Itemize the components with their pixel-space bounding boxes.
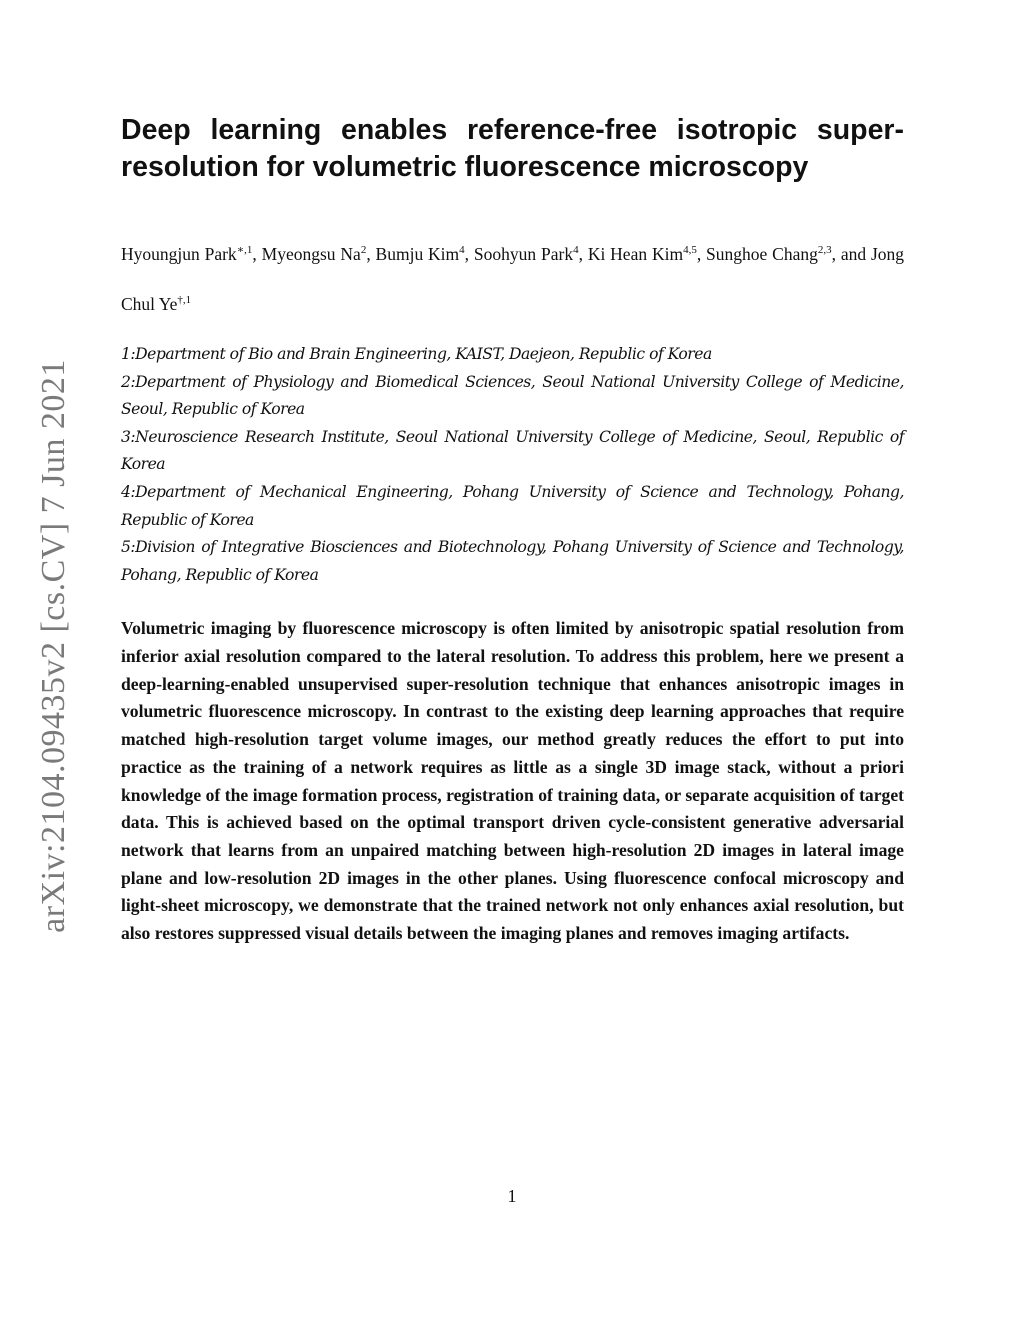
author-affiliation-mark: 2,3 [817, 244, 832, 256]
affiliation-item: 4:Department of Mechanical Engineering, Pohang University of Science and Technology, Pohang, Republic of Korea [121, 482, 904, 529]
author-separator: , [831, 244, 841, 264]
author-affiliation-mark: 2 [360, 244, 367, 256]
author-separator: , [366, 244, 376, 264]
paper-first-page [121, 112, 904, 965]
author-affiliation-mark: †,1 [177, 294, 192, 306]
author-affiliation-mark: 4,5 [683, 244, 697, 256]
author-name: Sunghoe Chang [706, 244, 818, 264]
affiliation-item: 1:Department of Bio and Brain Engineering, KAIST, Daejeon, Republic of Korea [121, 345, 712, 363]
author-name: Bumju Kim [375, 244, 460, 264]
author-separator: , [252, 244, 262, 264]
affiliation-item: 3:Neuroscience Research Institute, Seoul National University College of Medicine, Seoul, Republic of Korea [121, 427, 904, 474]
arxiv-identifier-stamp: arXiv:2104.09435v2 [cs.CV] 7 Jun 2021 [35, 359, 72, 933]
page-number: 1 [507, 1186, 517, 1206]
author-affiliation-mark: 4 [459, 244, 465, 256]
paper-title: Deep learning enables reference-free isotropic super-resolution for volumetric fluorescence microscopy [121, 114, 904, 183]
author-conjunction: and [840, 244, 871, 264]
author-name: Ki Hean Kim [587, 244, 684, 264]
author-separator: , [696, 244, 707, 264]
author-list [121, 229, 904, 329]
author-affiliation-mark: 4 [573, 244, 579, 256]
author-name: Jong Chul Ye [121, 244, 905, 314]
author-name: Hyoungjun Park [121, 244, 237, 264]
author-separator: , [578, 244, 588, 264]
abstract: Volumetric imaging by fluorescence microscopy is often limited by anisotropic spatial resolution from inferior axial resolution compared to the lateral resolution. To address this problem, here we present a deep-learning-enabled unsupervised super-resolution technique that enhances anisotropic images in volumetric fluorescence microscopy. In contrast to the existing deep learning approaches that require matched high-resolution target volume images, our method greatly reduces the effort to put into practice as the training of a network requires as little as a single 3D image stack, without a priori knowledge of the image formation process, registration of training data, or separate acquisition of target data. This is achieved based on the optimal transport driven cycle-consistent generative adversarial network that learns from an unpaired matching between high-resolution 2D images in lateral image plane and low-resolution 2D images in the other planes. Using fluorescence confocal microscopy and light-sheet microscopy, we demonstrate that the trained network not only enhances axial resolution, but also restores suppressed visual details between the imaging planes and removes imaging artifacts. [121, 618, 904, 944]
author-name: Myeongsu Na [261, 244, 361, 264]
affiliation-item: 2:Department of Physiology and Biomedical Sciences, Seoul National University College of Medicine, Seoul, Republic of Korea [121, 372, 904, 419]
author-affiliation-mark: ∗,1 [236, 244, 253, 256]
author-name: Soohyun Park [473, 244, 574, 264]
author-separator: , [464, 244, 474, 264]
affiliation-list [121, 341, 904, 589]
affiliation-item: 5:Division of Integrative Biosciences and Biotechnology, Pohang University of Science and Technology, Pohang, Republic of Korea [121, 538, 904, 584]
